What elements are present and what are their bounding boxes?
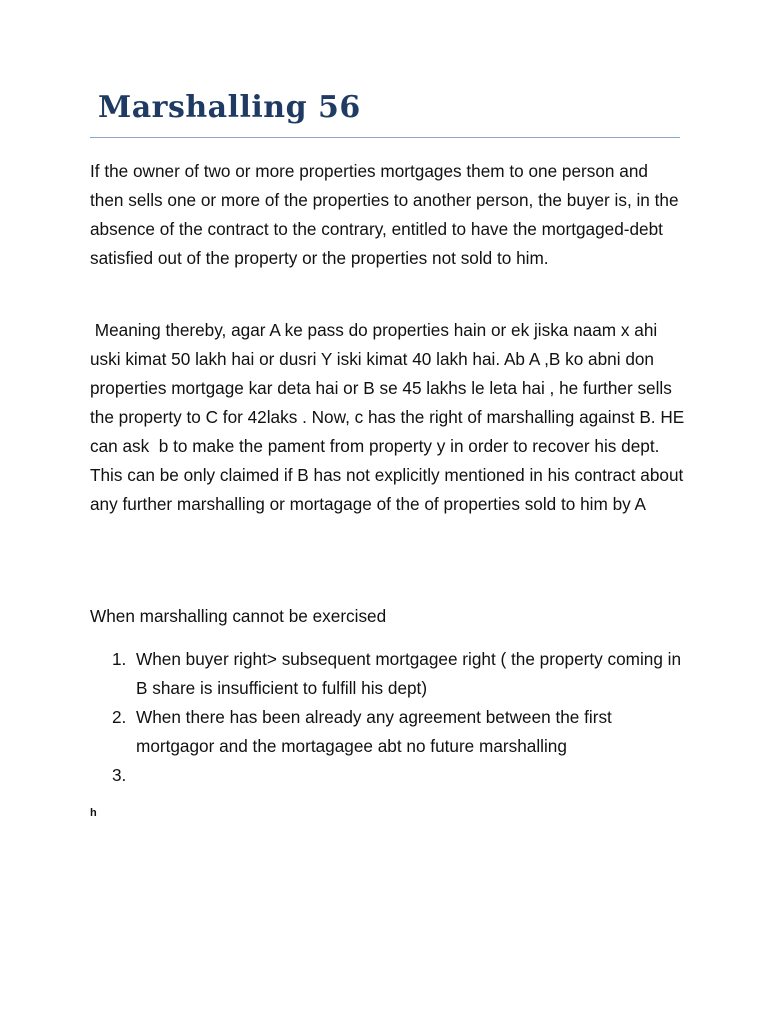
list-item-number: 1. — [112, 649, 127, 669]
list-item-text: When there has been already any agreement between the first mortgagor and the mortagagee abt no future marshalling — [136, 707, 612, 756]
list-item-text: When buyer right> subsequent mortgagee right ( the property coming in B share is insufficient to fulfill his dept) — [136, 649, 682, 698]
list-item — [90, 703, 685, 761]
stray-character: h — [90, 807, 97, 819]
list-item-number: 3. — [112, 765, 127, 785]
exceptions-list — [90, 645, 685, 785]
paragraph-definition: If the owner of two or more properties mortgages them to one person and then sells one or more of the properties to another person, the buyer is, in the absence of the contract to the contrary, entitled to have the mortgaged-debt satisfied out of the property or the properties not sold to him. — [90, 161, 684, 268]
title-underline-divider — [90, 137, 680, 138]
list-item — [90, 645, 685, 703]
paragraph-explanation: Meaning thereby, agar A ke pass do properties hain or ek jiska naam x ahi uski kimat 50 lakh hai or dusri Y iski kimat 40 lakh hai. Ab A ,B ko abni don properties mortgage kar deta hai or B se 45 lakhs le leta hai , he further sells the property to C for 42laks . Now, c has the right of marshalling against B. HE can ask b to make the pament from property y in order to recover his dept. This can be only claimed if B has not explicitly mentioned in his contract about any further marshalling or mortagage of the of properties sold to him by A — [90, 320, 689, 514]
section-subheading: When marshalling cannot be exercised — [90, 606, 387, 626]
page-title: Marshalling 56 — [98, 90, 361, 125]
list-item-number: 2. — [112, 707, 127, 727]
